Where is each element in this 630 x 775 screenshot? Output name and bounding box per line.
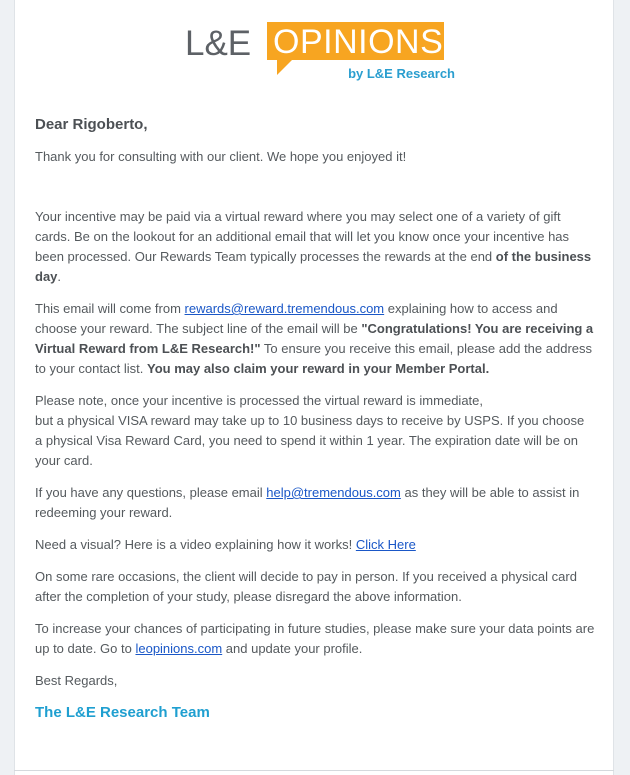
logo-prefix: L&E: [185, 24, 252, 63]
logo-bubble-tail: [277, 59, 293, 75]
in-person-paragraph: On some rare occasions, the client will decide to pay in person. If you received a physical card after the completion of your study, please disregard the above information.: [35, 569, 577, 604]
incentive-paragraph: Your incentive may be paid via a virtual reward where you may select one of a variety of gift cards. Be on the lookout for an additional email that will let you know once your incentive has been processed. Our Rewards Team typically processes the rewards at the end of the business day.: [35, 209, 592, 284]
message-content: [35, 115, 595, 723]
logo-byline: by L&E Research: [348, 66, 455, 81]
rewards-email-link[interactable]: rewards@reward.tremendous.com: [184, 301, 385, 316]
brand-logo[interactable]: [185, 22, 455, 82]
divider: [14, 770, 614, 771]
leopinions-link[interactable]: leopinions.com: [135, 641, 223, 656]
processing-note-paragraph: Please note, once your incentive is processed the virtual reward is immediate, but a physical VISA reward may take up to 10 business days to receive by USPS. If you choose a physical Visa Reward Card, you need to spend it within 1 year. The expiration date will be on your card.: [35, 393, 585, 468]
email-source-paragraph: This email will come from rewards@reward.tremendous.com explaining how to access and choose your reward. The subject line of the email will be "Congratulations! You are receiving a Virtual Reward from L&E Research!" To ensure you receive this email, please add the address to your contact list. You may also claim your reward in your Member Portal.: [35, 301, 594, 376]
help-email-link[interactable]: help@tremendous.com: [266, 485, 401, 500]
email-body: [14, 0, 614, 775]
questions-paragraph: If you have any questions, please email help@tremendous.com as they will be able to assist in redeeming your reward.: [35, 485, 580, 520]
click-here-link[interactable]: Click Here: [355, 537, 416, 552]
video-paragraph: Need a visual? Here is a video explaining how it works! Click Here: [35, 537, 416, 552]
thank-you-paragraph: Thank you for consulting with our client. We hope you enjoyed it!: [35, 149, 407, 164]
signature: The L&E Research Team: [35, 704, 210, 721]
greeting: Dear Rigoberto,: [35, 116, 148, 133]
logo-brand: OPINIONS: [273, 23, 444, 61]
profile-paragraph: To increase your chances of participating in future studies, please make sure your data points are up to date. Go to leopinions.com and update your profile.: [35, 621, 595, 656]
closing: Best Regards,: [35, 673, 118, 688]
